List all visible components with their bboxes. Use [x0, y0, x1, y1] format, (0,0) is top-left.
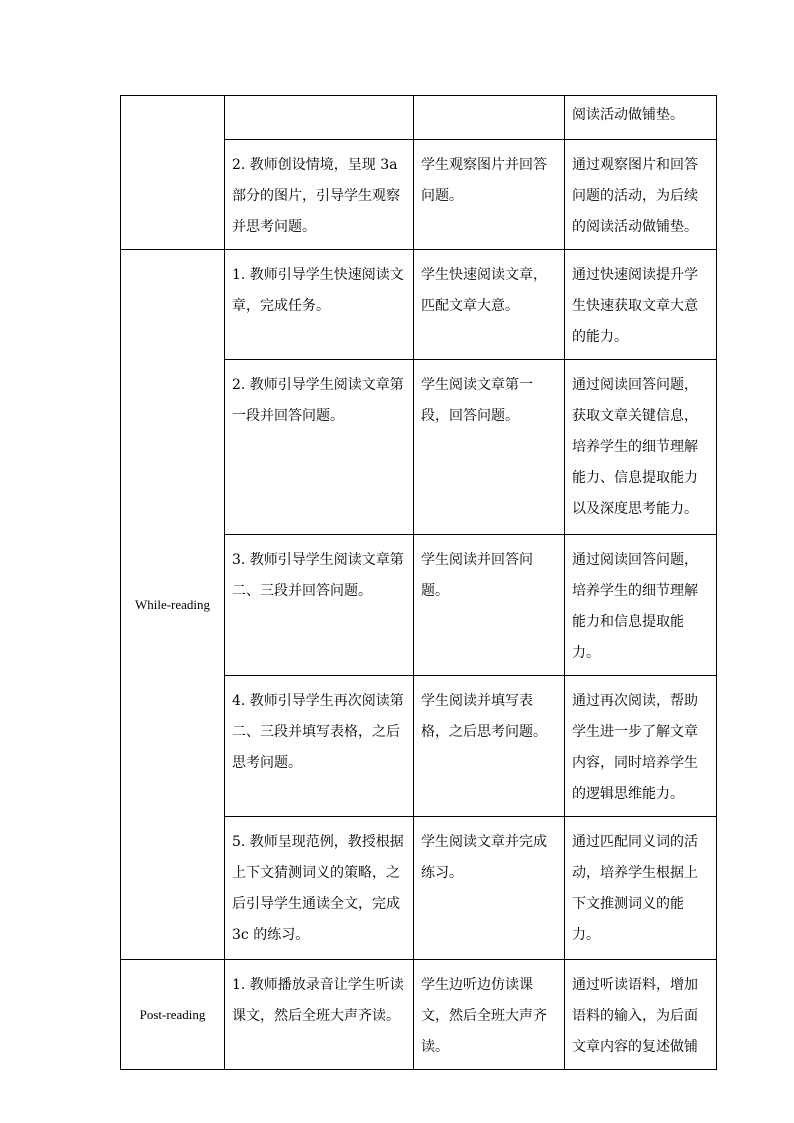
student-activity-cell: 学生观察图片并回答问题。	[414, 140, 565, 250]
teacher-activity-cell	[225, 96, 414, 140]
student-activity-cell: 学生快速阅读文章，匹配文章大意。	[414, 250, 565, 360]
student-activity-cell: 学生阅读文章并完成练习。	[414, 817, 565, 960]
stage-cell: Post-reading	[121, 960, 225, 1070]
student-activity-cell	[414, 96, 565, 140]
student-activity-cell: 学生边听边仿读课文，然后全班大声齐读。	[414, 960, 565, 1070]
student-activity-cell: 学生阅读并填写表格，之后思考问题。	[414, 676, 565, 817]
design-purpose-cell: 阅读活动做铺垫。	[565, 96, 717, 140]
lesson-plan-table	[120, 95, 717, 1070]
design-purpose-cell: 通过观察图片和回答问题的活动，为后续的阅读活动做铺垫。	[565, 140, 717, 250]
teacher-activity-cell: 4. 教师引导学生再次阅读第二、三段并填写表格，之后思考问题。	[225, 676, 414, 817]
design-purpose-cell: 通过听读语料，增加语料的输入，为后面文章内容的复述做铺	[565, 960, 717, 1070]
table-row	[121, 250, 717, 360]
design-purpose-cell: 通过匹配同义词的活动，培养学生根据上下文推测词义的能力。	[565, 817, 717, 960]
teacher-activity-cell: 5. 教师呈现范例，教授根据上下文猜测词义的策略，之后引导学生通读全文，完成 3c 的练习。	[225, 817, 414, 960]
design-purpose-cell: 通过再次阅读，帮助学生进一步了解文章内容，同时培养学生的逻辑思维能力。	[565, 676, 717, 817]
student-activity-cell: 学生阅读并回答问题。	[414, 535, 565, 676]
design-purpose-cell: 通过阅读回答问题，获取文章关键信息，培养学生的细节理解能力、信息提取能力以及深度思考能力。	[565, 360, 717, 535]
teacher-activity-cell: 1. 教师引导学生快速阅读文章，完成任务。	[225, 250, 414, 360]
student-activity-cell: 学生阅读文章第一段，回答问题。	[414, 360, 565, 535]
stage-cell	[121, 96, 225, 250]
design-purpose-cell: 通过阅读回答问题，培养学生的细节理解能力和信息提取能力。	[565, 535, 717, 676]
teacher-activity-cell: 3. 教师引导学生阅读文章第二、三段并回答问题。	[225, 535, 414, 676]
stage-cell: While-reading	[121, 250, 225, 960]
teacher-activity-cell: 2. 教师创设情境，呈现 3a 部分的图片，引导学生观察并思考问题。	[225, 140, 414, 250]
table-row	[121, 96, 717, 140]
design-purpose-cell: 通过快速阅读提升学生快速获取文章大意的能力。	[565, 250, 717, 360]
teacher-activity-cell: 2. 教师引导学生阅读文章第一段并回答问题。	[225, 360, 414, 535]
table-row	[121, 960, 717, 1070]
teacher-activity-cell: 1. 教师播放录音让学生听读课文，然后全班大声齐读。	[225, 960, 414, 1070]
